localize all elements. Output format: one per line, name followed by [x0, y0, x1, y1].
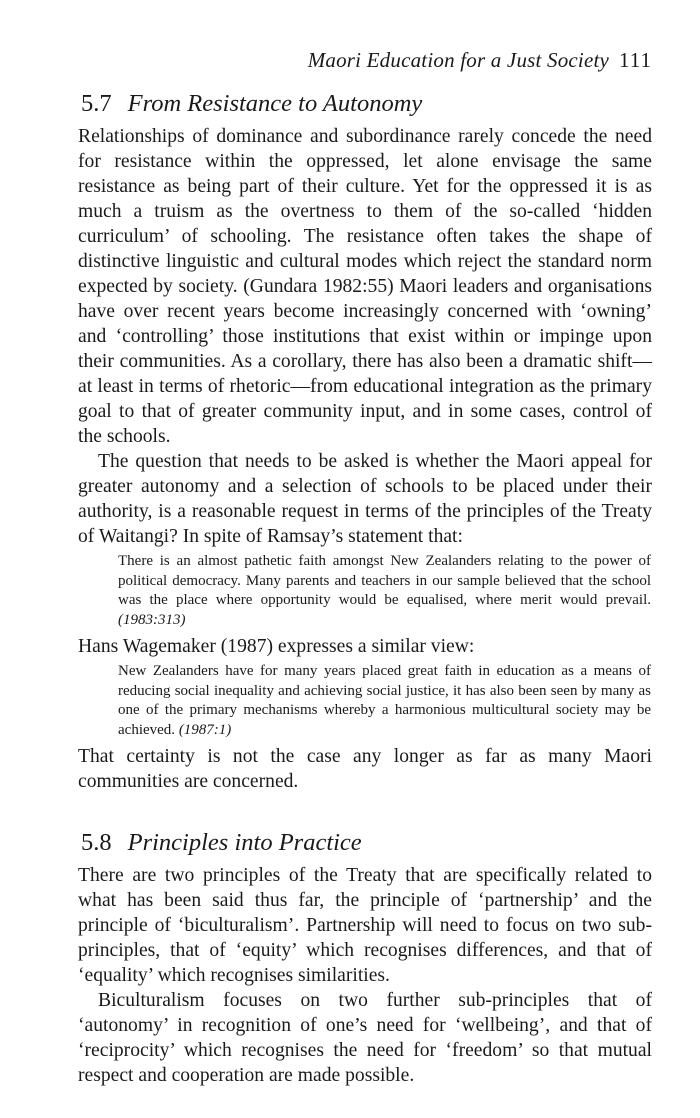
paragraph: The question that needs to be asked is whether the Maori appeal for greater autonomy and a selection of schools to be placed under their authority, is a reasonable request in terms of the principles of the Treaty of Waitangi? In spite of Ramsay’s statement that:: [78, 451, 652, 547]
running-title: Maori Education for a Just Society: [307, 48, 610, 72]
section-spacer: [78, 794, 652, 827]
quote-text: There is an almost pathetic faith amongst New Zealanders relating to the power of political democracy. Many parents and teachers in our sample believed that the school was the place where opportunity would be equalised, where merit would prevail.: [118, 553, 651, 608]
quote-citation: (1987:1): [178, 721, 232, 738]
section-number: 5.7: [81, 90, 112, 117]
section-heading-5-8: [81, 827, 652, 859]
paragraph: That certainty is not the case any longer as far as many Maori communities are concerned.: [78, 746, 652, 792]
running-header: [308, 48, 652, 73]
block-quote: [118, 552, 651, 630]
section-title: Principles into Practice: [127, 829, 362, 856]
quote-citation: (1983:313): [118, 611, 186, 628]
section-title: From Resistance to Autonomy: [127, 90, 423, 117]
section-heading-5-7: [81, 88, 652, 120]
section-number: 5.8: [81, 829, 112, 856]
block-quote: [118, 662, 651, 740]
paragraph: Hans Wagemaker (1987) expresses a similar view:: [78, 636, 475, 657]
paragraph: There are two principles of the Treaty that are specifically related to what has been said thus far, the principle of ‘partnership’ and the principle of ‘biculturalism’. Partnership will need to focus on two sub-principles, that of ‘equity’ which recognises differences, and that of ‘equality’ which recognises similarities.: [78, 865, 652, 986]
page-number: 111: [619, 48, 652, 72]
paragraph: Relationships of dominance and subordinance rarely concede the need for resistance within the oppressed, let alone envisage the same resistance as being part of their culture. Yet for the oppressed it is as much a truism as the overtness to them of the so-called ‘hidden curriculum’ of schooling. The resistance often takes the shape of distinctive linguistic and cultural modes which reject the standard norm expected by society. (Gundara 1982:55) Maori leaders and organisations have over recent years become increasingly concerned with ‘owning’ and ‘controlling’ those institutions that exist within or impinge upon their communities. As a corollary, there has also been a dramatic shift—at least in terms of rhetoric—from educational integration as the primary goal to that of greater community input, and in some cases, control of the schools.: [78, 126, 652, 447]
page-body: [78, 88, 652, 1088]
paragraph: Biculturalism focuses on two further sub-principles that of ‘autonomy’ in recognition of one’s need for ‘wellbeing’, and that of ‘reciprocity’ which recognises the need for ‘freedom’ so that mutual respect and cooperation are made possible.: [78, 990, 652, 1086]
quote-text: New Zealanders have for many years placed great faith in education as a means of reducing social inequality and achieving social justice, it has also been seen by many as one of the primary mechanisms whereby a harmonious multicultural society may be achieved.: [118, 663, 651, 738]
